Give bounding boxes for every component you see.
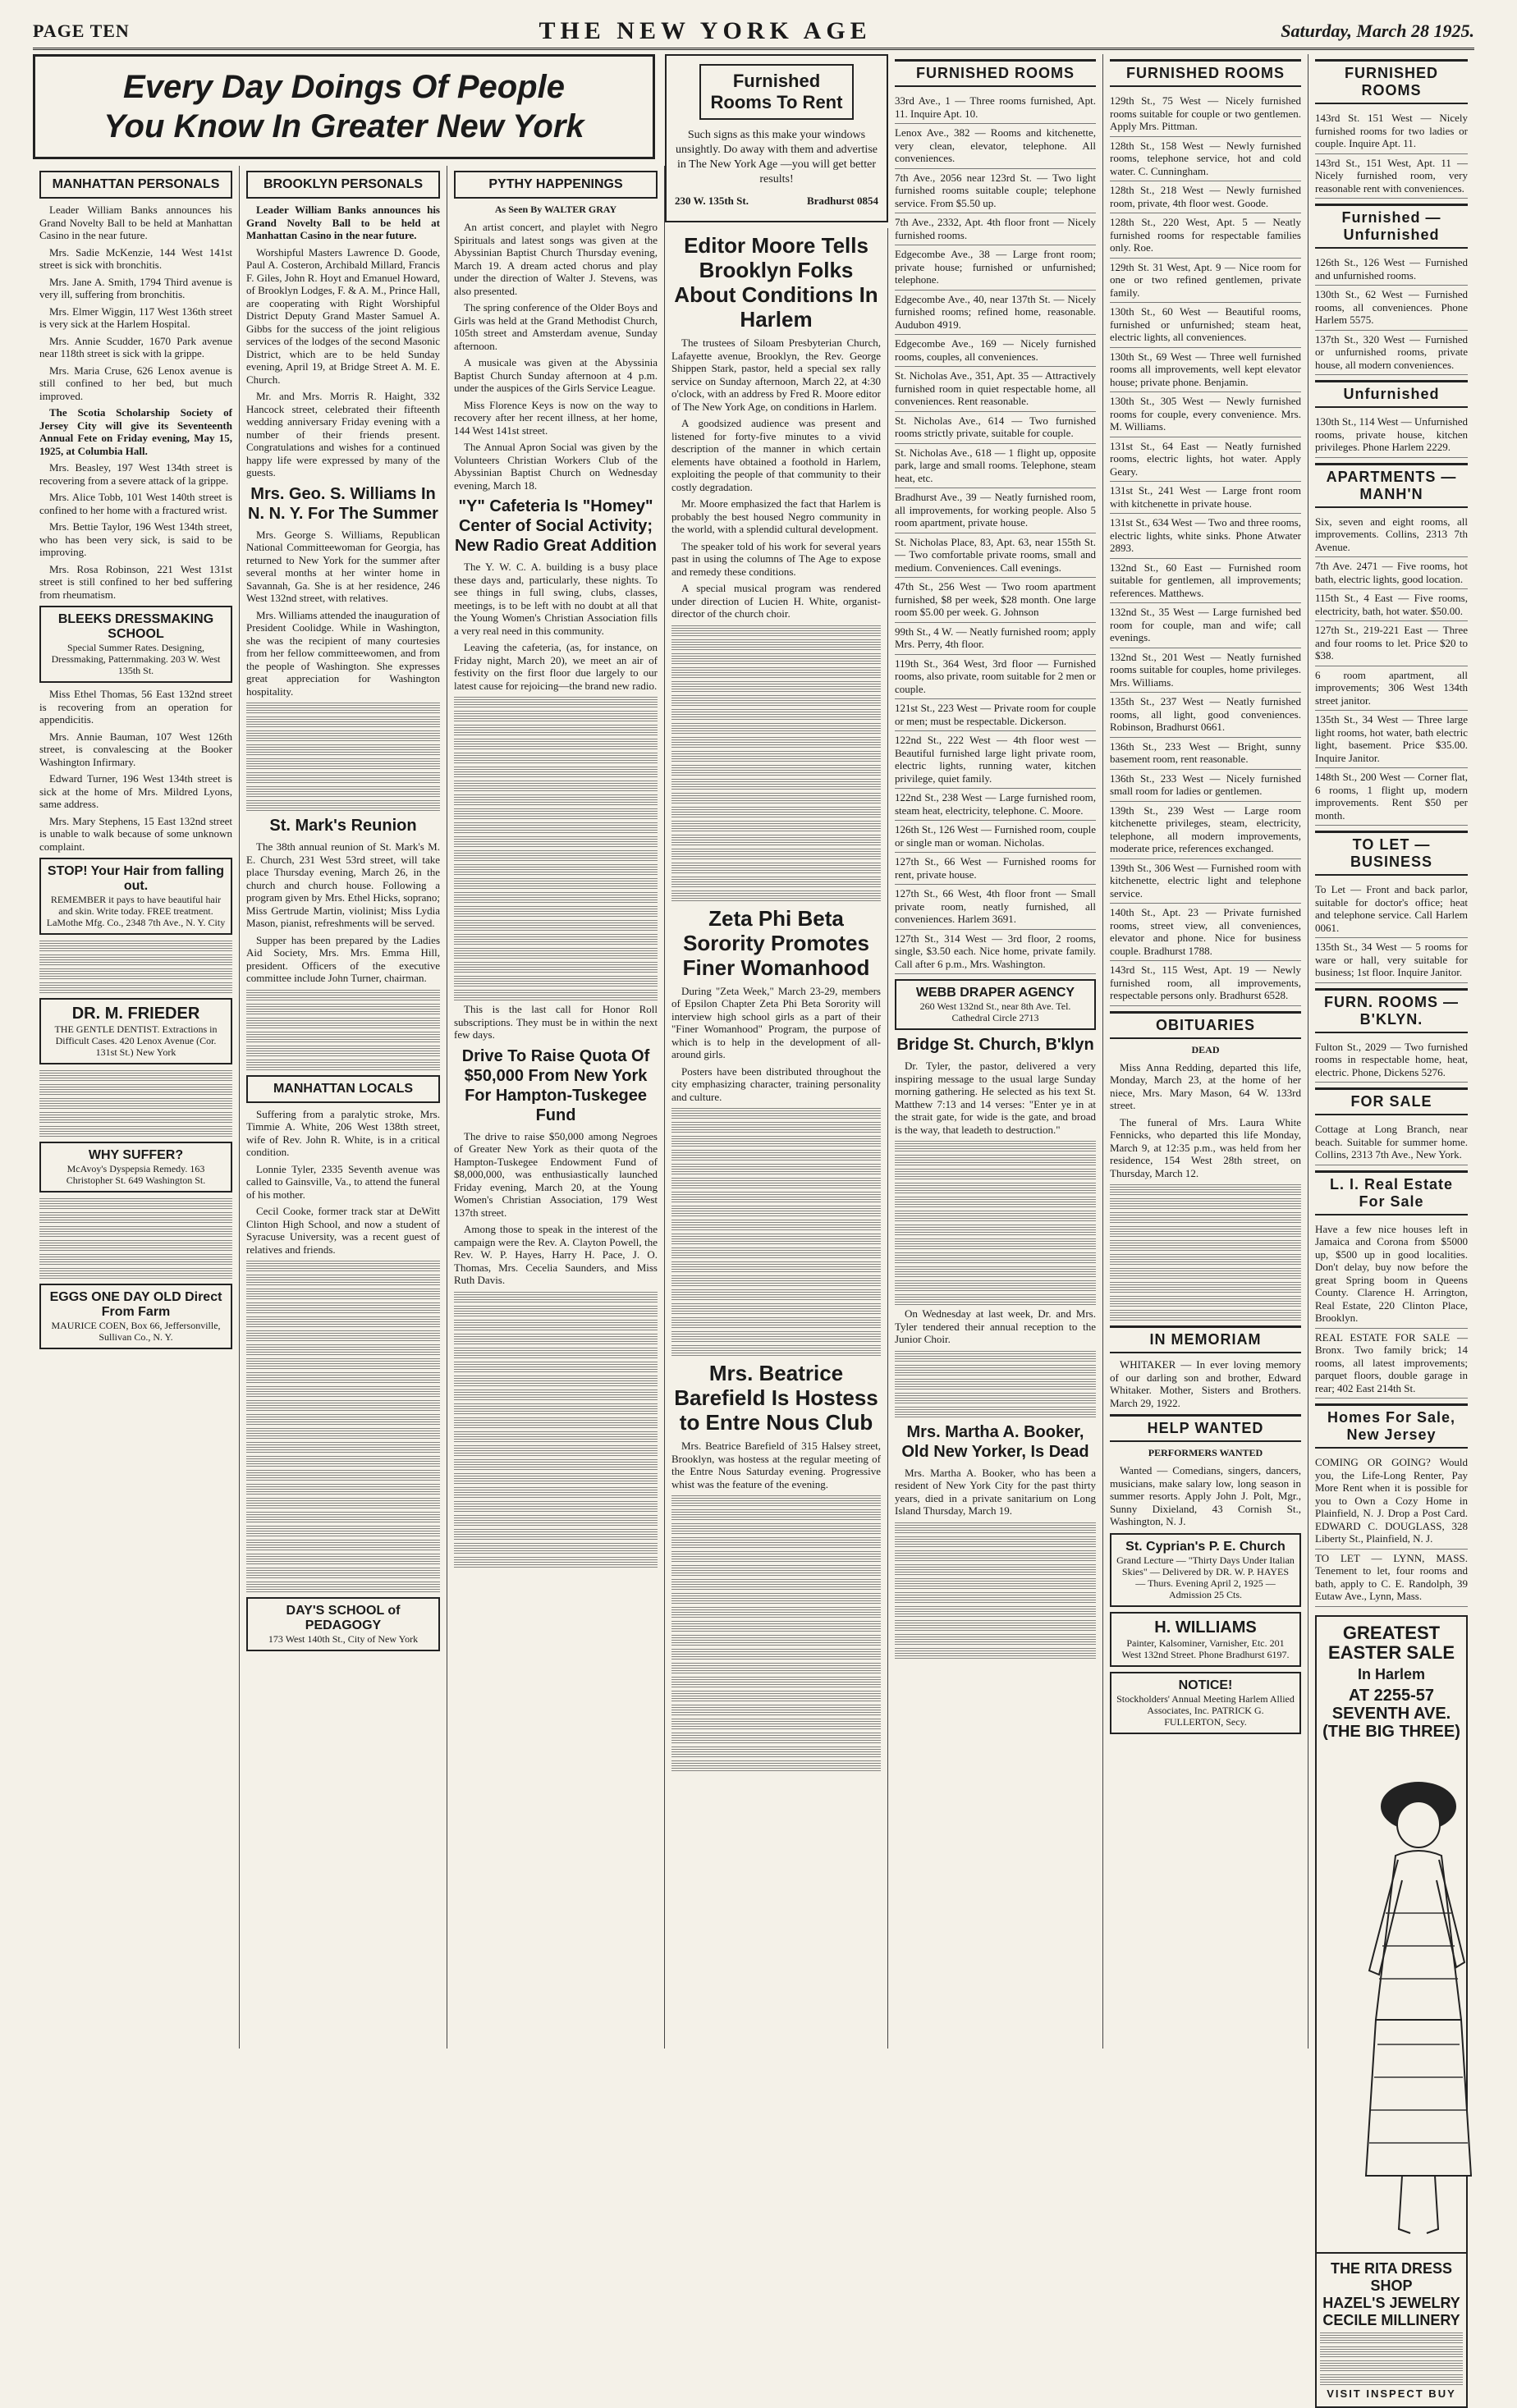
dyspepsia-ad: WHY SUFFER? McAvoy's Dyspepsia Remedy. 163 Christopher St. 649 Washington St.: [39, 1142, 232, 1193]
masthead: [33, 15, 1474, 50]
listing: St. Nicholas Ave., 614 — Two furnished rooms strictly private, suitable for couple.: [895, 412, 1096, 444]
ad-phone: Bradhurst 0854: [806, 195, 878, 207]
pedagogy-ad: DAY'S SCHOOL of PEDAGOGY 173 West 140th St., City of New York: [246, 1597, 440, 1651]
news-item: Mrs. Jane A. Smith, 1794 Third avenue is very ill, suffering from bronchitis.: [39, 275, 232, 300]
column-brooklyn-personals: [240, 166, 447, 2049]
dress-shop-ad: [1315, 2254, 1468, 2408]
ad-address: 230 W. 135th St.: [675, 195, 749, 207]
article-headline: Mrs. Beatrice Barefield Is Hostess to Entre Nous Club: [674, 1361, 878, 1435]
listing: 33rd Ave., 1 — Three rooms furnished, Apt. 11. Inquire Apt. 10.: [895, 92, 1096, 124]
column-pythy-happenings: [447, 166, 665, 2049]
classified-heading: APARTMENTS — MANH'N: [1315, 463, 1468, 508]
article-paragraph: During "Zeta Week," March 23-29, members of Epsilon Chapter Zeta Phi Beta Sorority will interview high school girls as a part of their "Finer Womanhood" Program, the purpose of which is to help in the development of all-around girls.: [671, 984, 881, 1060]
news-item: The Annual Apron Social was given by the Volunteers Christian Workers Club of the Abyssinian Baptist Church on Wednesday evening, March 18.: [454, 441, 658, 492]
article-paragraph: The Y. W. C. A. building is a busy place these days and, particularly, these nights. To see things in full swing, clubs, classes, meetings, is to be left with no doubt at all that the Young Women's Christian Association fills a very real need in this community.: [454, 561, 658, 637]
column-furnished-rooms-1: [888, 54, 1103, 2049]
listing: Edgecombe Ave., 40, near 137th St. — Nicely furnished rooms; refined home, reasonable. Audubon 4919.: [895, 291, 1096, 336]
newspaper-name: THE NEW YORK AGE: [539, 17, 872, 44]
listing: Lenox Ave., 382 — Rooms and kitchenette, very clean, elevator, telephone. All conveniences.: [895, 124, 1096, 169]
news-item: Mrs. Annie Bauman, 107 West 126th street, is convalescing at the Booker Washington Infirmary.: [39, 730, 232, 768]
classified-heading: FOR SALE: [1315, 1087, 1468, 1115]
classified-heading: TO LET — BUSINESS: [1315, 831, 1468, 876]
news-item: The spring conference of the Older Boys and Girls was held at the Grand Methodist Church, 105th street and Amsterdam avenue, Sunday afternoon.: [454, 301, 658, 352]
listing: 132nd St., 201 West — Neatly furnished rooms suitable for couples, home privileges. Mrs. Williams.: [1110, 648, 1301, 694]
listing: 148th St., 200 West — Corner flat, 6 rooms, 1 flight up, modern improvements. Rent $50 per month.: [1315, 768, 1468, 826]
article-headline: Bridge St. Church, B'klyn: [896, 1036, 1094, 1054]
classified-heading: HELP WANTED: [1110, 1414, 1301, 1442]
listing: 119th St., 364 West, 3rd floor — Furnished rooms, also private, room suitable for 2 men or couple.: [895, 655, 1096, 700]
listing: 130th St., 62 West — Furnished rooms, all conveniences. Phone Harlem 5575.: [1315, 286, 1468, 331]
listing: 127th St., 314 West — 3rd floor, 2 rooms, single, $3.50 each. Nice home, private family. Call after 6 p.m., Mrs. Washington.: [895, 930, 1096, 975]
column-manhattan-personals: [33, 166, 240, 2049]
listing: 129th St. 31 West, Apt. 9 — Nice room for one or two refined gentlemen, private family.: [1110, 259, 1301, 304]
listing: 131st St., 241 West — Large front room with kitchenette in private house.: [1110, 482, 1301, 514]
article-paragraph: Posters have been distributed throughout the city emphasizing character, training personality and culture.: [671, 1064, 881, 1103]
easter-sale-ad: [1315, 1615, 1468, 2254]
listing: 122nd St., 238 West — Large furnished room, steam heat, electricity, telephone. C. Moore.: [895, 789, 1096, 821]
classified-heading: OBITUARIES: [1110, 1011, 1301, 1039]
byline: As Seen By WALTER GRAY: [494, 204, 617, 215]
listing: 135th St., 237 West — Neatly furnished rooms, all light, good conveniences. Robinson, Bradhurst 0661.: [1110, 693, 1301, 738]
listing: 6 room apartment, all improvements; 306 West 134th street janitor.: [1315, 666, 1468, 712]
listing: 136th St., 233 West — Bright, sunny basement room, rent reasonable.: [1110, 738, 1301, 770]
listing: 7th Ave. 2471 — Five rooms, hot bath, electric lights, good location.: [1315, 557, 1468, 589]
listing: 128th St., 220 West, Apt. 5 — Neatly furnished rooms for respectable families only. Roe.: [1110, 213, 1301, 259]
article-paragraph: Mrs. Martha A. Booker, who has been a resident of New York City for the past thirty years, died in a private sanitarium on Long Island Thursday, March 19.: [895, 1466, 1096, 1517]
painter-ad: H. WILLIAMS Painter, Kalsominer, Varnisher, Etc. 201 West 132nd Street. Phone Bradhurst 6197.: [1110, 1612, 1301, 1667]
listing: 47th St., 256 West — Two room apartment furnished, $8 per week, $28 month. One large room $5.00 per week. G. Johnson: [895, 578, 1096, 623]
article-paragraph: The speaker told of his work for several years past in using the columns of The Age to expose and remedy these conditions.: [671, 539, 881, 578]
classified-heading: FURNISHED ROOMS: [1315, 59, 1468, 104]
ad-line: GREATEST EASTER SALE: [1327, 1622, 1455, 1663]
article-paragraph: The funeral of Mrs. Laura White Fennicks, who departed this life Monday, March 9, at 12:35 p.m., was held from her residence, 154 West 28th street, on Thursday, March 12.: [1110, 1115, 1301, 1179]
article-paragraph: Dr. Tyler, the pastor, delivered a very inspiring message to the usual large Sunday morning gathering. He selected as his text St. Matthew 7:13 and 14 verses: "Enter ye in at the strait gate, for wide is the gate, and broad is the way, that leadeth to destruction.": [895, 1060, 1096, 1136]
listing: 115th St., 4 East — Five rooms, electricity, bath, hot water. $50.00.: [1315, 589, 1468, 621]
banner-line-1: Every Day Doings Of People: [123, 69, 565, 105]
issue-date: Saturday, March 28 1925.: [1281, 21, 1474, 41]
article-paragraph: Mr. Moore emphasized the fact that Harlem is probably the best housed Negro community in the world, with a splendid cultural development.: [671, 497, 881, 535]
notice-ad: NOTICE! Stockholders' Annual Meeting Harlem Allied Associates, Inc. PATRICK G. FULLERTON, Secy.: [1110, 1672, 1301, 1734]
article-headline: "Y" Cafeteria Is "Homey" Center of Social Activity; New Radio Great Addition: [455, 497, 657, 555]
listing: 143rd St., 115 West, Apt. 19 — Newly furnished room, all improvements, respectable persons only. Bradhurst 6528.: [1110, 961, 1301, 1006]
listing: 127th St., 66 West, 4th floor front — Small private room, neatly furnished, all conveniences. Harlem 3691.: [895, 885, 1096, 930]
listing: St. Nicholas Ave., 618 — 1 flight up, opposite park, large and small rooms. Telephone, steam heat, etc.: [895, 444, 1096, 489]
news-item: Leader William Banks announces his Grand Novelty Ball to be held at Manhattan Casino in the near future.: [39, 204, 232, 241]
listing: 136th St., 233 West — Nicely furnished small room for ladies or gentlemen.: [1110, 770, 1301, 802]
listing: TO LET — LYNN, MASS. Tenement to let, four rooms and bath, apply to C. E. Randolph, 39 Eutaw Ave., Lynn, Mass.: [1315, 1550, 1468, 1607]
memoriam-text: WHITAKER — In ever loving memory of our darling son and brother, Edward Whitaker. Mother, Sisters and Brothers. March 29, 1922.: [1110, 1358, 1301, 1409]
listing: 132nd St., 60 East — Furnished room suitable for gentlemen, all improvements; references. Matthews.: [1110, 559, 1301, 604]
news-item: Mrs. Mary Stephens, 15 East 132nd street is unable to walk because of some unknown complaint.: [39, 814, 232, 853]
dentist-ad: DR. M. FRIEDER THE GENTLE DENTIST. Extractions in Difficult Cases. 420 Lenox Avenue (Cor. 131st St.) New York: [39, 998, 232, 1064]
news-item: Mrs. Annie Scudder, 1670 Park avenue near 118th street is sick with la grippe.: [39, 334, 232, 359]
listing: 135th St., 34 West — 5 rooms for ware or hall, very suitable for business; 1st floor. Inquire Janitor.: [1315, 938, 1468, 983]
listing: 126th St., 126 West — Furnished room, couple or single man or woman. Nicholas.: [895, 821, 1096, 853]
hair-ad: STOP! Your Hair from falling out. REMEMBER it pays to have beautiful hair and skin. Write today. FREE treatment. LaMothe Mfg. Co., 2348 7th Ave., N. Y. City: [39, 858, 232, 935]
listing: 139th St., 239 West — Large room kitchenette privileges, steam, electricity, telephone, all modern improvements, moderate price, references exchanged.: [1110, 802, 1301, 859]
article-paragraph: A goodsized audience was present and listened for forty-five minutes to a vivid description of the manner in which certain elements have obtained a foothold in Harlem, exploiting the people of that community to their costly degradation.: [671, 417, 881, 493]
article-paragraph: Lonnie Tyler, 2335 Seventh avenue was called to Gainsville, Va., to attend the funeral of his mother.: [246, 1162, 440, 1201]
news-item: Mrs. Alice Tobb, 101 West 140th street is confined to her home with a fractured wrist.: [39, 491, 232, 516]
classified-heading: L. I. Real Estate For Sale: [1315, 1170, 1468, 1215]
news-item: Leader William Banks announces his Grand Novelty Ball to be held at Manhattan Casino in the near future.: [246, 204, 440, 241]
article-paragraph: Mrs. George S. Williams, Republican National Committeewoman for Georgia, has returned to New York for the summer after several months at her winter home in Savannah, Ga. She is at her residence, 246 West 132nd street, with relatives.: [246, 528, 440, 604]
listing: To Let — Front and back parlor, suitable for doctor's office; heat and telephone service. Call Harlem 0061.: [1315, 881, 1468, 938]
listing: 122nd St., 222 West — 4th floor west — Beautiful furnished large light private room, electric lights, running water, kitchen privilege, quiet family.: [895, 731, 1096, 789]
listing: COMING OR GOING? Would you, the Life-Long Renter, Pay More Rent when it is possible for you to Own a Cozy Home in Plainfield, N. J. Drop a Post Card. EDWARD C. DOUGLASS, 328 Liberty St., Plainfield, N. J.: [1315, 1453, 1468, 1550]
article-paragraph: Suffering from a paralytic stroke, Mrs. Timmie A. White, 206 West 138th street, wife of Rev. John R. White, is in a critical condition.: [246, 1107, 440, 1158]
classified-heading: Unfurnished: [1315, 380, 1468, 408]
article-paragraph: Supper has been prepared by the Ladies Aid Society, Mrs. Mrs. Emma Hill, president. Officers of the executive committee include John Turner, chairman.: [246, 933, 440, 984]
ad-line: THE RITA DRESS SHOP: [1330, 2259, 1452, 2294]
page-number: PAGE TEN: [33, 21, 130, 41]
news-item: Mrs. Sadie McKenzie, 144 West 141st street is sick with bronchitis.: [39, 245, 232, 271]
help-wanted-text: Wanted — Comedians, singers, dancers, musicians, make salary low, long season in summer resorts. Apply John J. Polt, Mgr., Sunny Dixieland, 43 Cornish St., Washington, N. J.: [1110, 1464, 1301, 1527]
listing: 143rd St., 151 West, Apt. 11 — Nicely furnished room, very reasonable rent with conveniences.: [1315, 154, 1468, 199]
article-paragraph: The 38th annual reunion of St. Mark's M. E. Church, 231 West 53rd street, will take place Thursday evening, March 26, in the church and church house. Following a program given by Mrs. Ethel Hicks, soprano; Miss Gertrude Martin, violinist; Miss Lydia Mason, pianist, refreshments will be served.: [246, 840, 440, 929]
ad-line: HAZEL'S JEWELRY: [1322, 2294, 1460, 2311]
listing: St. Nicholas Place, 83, Apt. 63, near 155th St. — Two comfortable private rooms, small and medium. Conveniences. Call evenings.: [895, 533, 1096, 579]
column-furnished-rooms-2: FURNISHED ROOMS 129th St., 75 West — Nicely furnished rooms suitable for couple or two gentlemen. Apply Mrs. Pittman. 128th St., 158 West — Newly furnished rooms, telephone service, hot and cold water. C. Cunningham. 128th St., 218 West — Newly furnished room, private, 4th floor west. Goode. 128th St., 220 West, Apt. 5 — Neatly furnished rooms for respectable families only. Roe. 129th St. 31 West, Apt. 9 — Nice room for one or two refined gentlemen, private family. 130th St., 60 West — Beautiful rooms, furnished or unfurnished; steam heat, electric lights, all conveniences. 130th St., 69 West — Three well furnished rooms all improvements, well kept elevator house; private phone. Benjamin. 130th St., 305 West — Newly furnished rooms for couple, every convenience. Mrs. M. Williams. 131st St., 64 East — Neatly furnished rooms, electric lights, hot water. Apply Geary. 131st St., 241 West — Large front room with kitchenette in private house. 131st St., 634 West — Two and three rooms, electric lights, white sinks. Phone Atwater 2893. 132nd St., 60 East — Furnished room suitable for gentlemen, all improvements; references. Matthews. 132nd St., 35 West — Large furnished bed room for couple, man and wife; call evenings. 132nd St., 201 West — Neatly furnished rooms suitable for couples, home privileges. Mrs. Williams. 135th St., 237 West — Neatly furnished rooms, all light, good conveniences. Robinson, Bradhurst 0661. 136th St., 233 West — Bright, sunny basement room, rent reasonable. 136th St., 233 West — Nicely furnished small room for ladies or gentlemen. 139th St., 239 West — Large room kitchenette privileges, steam, electricity, telephone, all modern improvements, moderate price, references exchanged. 139th St., 306 West — Furnished room with kitchenette, electric light and telephone service. 140th St., Apt. 23 — Private furnished rooms, street view, all conveniences, elevator and phone. Nice for business couple. Bradhurst 1788. 143rd St., 115 West, Apt. 19 — Newly furnished room, all improvements, respectable persons only. Bradhurst 6528. OBITUARIES DEAD Miss Anna Redding, departed this life, Monday, March 23, at the home of her niece, Mrs. Mary Mason, 64 W. 133rd street. The funeral of Mrs. Laura White Fennicks, who departed this life Monday, March 9, at 12:35 p.m., was held from her residence, 154 West 28th street, on Thursday, March 12. IN MEMORIAM WHITAKER — In ever loving memory of our darling son and brother, Edward Whitaker. Mother, Sisters and Brothers. March 29, 1922. HELP WANTED PERFORMERS WANTED Wanted — Comedians, singers, dancers, musicians, make salary low, long season in summer resorts. Apply John J. Polt, Mgr., Sunny Dixieland, 43 Cornish St., Washington, N. J. St. Cyprian's P. E. Church Grand Lecture — "Thirty Days Under Italian Skies" — Delivered by DR. W. P. HAYES — Thurs. Evening April 2, 1925 — Admission 25 Cts. H. WILLIAMS Painter, Kalsominer, Varnisher, Etc. 201 West 132nd Street. Phone Bradhurst 6197. NOTICE! Stockholders' Annual Meeting Harlem Allied Associates, Inc. PATRICK G. FULLERTON, Secy.: [1103, 54, 1308, 2049]
article-headline: Drive To Raise Quota Of $50,000 From New York For Hampton-Tuskegee Fund: [461, 1046, 650, 1124]
article-headline: Editor Moore Tells Brooklyn Folks About Conditions In Harlem: [674, 233, 878, 332]
listing: 129th St., 75 West — Nicely furnished rooms suitable for couple or two gentlemen. Apply Mrs. Pittman.: [1110, 92, 1301, 137]
ad-line: CECILE MILLINERY: [1322, 2311, 1460, 2328]
listing: Six, seven and eight rooms, all improvements. Collins, 2313 7th Avenue.: [1315, 513, 1468, 558]
listing: 130th St., 114 West — Unfurnished rooms, private house, kitchen privileges. Phone Harlem 2229.: [1315, 413, 1468, 458]
article-paragraph: Mrs. Williams attended the inauguration of President Coolidge. While in Washington, she was the recipient of many courtesies from her fellow committeewomen, and from the people of Washington. She expresses great appreciation for Washington hospitality.: [246, 608, 440, 698]
listing: Edgecombe Ave., 169 — Nicely furnished rooms, couples, all conveniences.: [895, 335, 1096, 367]
listing: Edgecombe Ave., 38 — Large front room; private house; furnished or unfurnished; telephone.: [895, 245, 1096, 291]
news-item: An artist concert, and playlet with Negro Spirituals and latest songs was given at the Abyssinian Baptist Church Thursday evening, March 19. A dream acted chorus and play under the direction of Walter J. Stevens, was also presented.: [454, 221, 658, 297]
article-paragraph: Among those to speak in the interest of the campaign were the Rev. A. Clayton Powell, the Rev. W. P. Hayes, Harry H. Pace, J. O. Thomas, Mrs. Cecelia Saunders, and Miss Ruth Davis.: [454, 1223, 658, 1286]
news-item: Mrs. Elmer Wiggin, 117 West 136th street is very sick at the Harlem Hospital.: [39, 304, 232, 330]
church-lecture-ad: St. Cyprian's P. E. Church Grand Lecture — "Thirty Days Under Italian Skies" — Delivered by DR. W. P. HAYES — Thurs. Evening April 2, 1925 — Admission 25 Cts.: [1110, 1533, 1301, 1607]
article-paragraph: The trustees of Siloam Presbyterian Church, Lafayette avenue, Brooklyn, the Rev. George Shippen Stark, pastor, held a special sex rally service on Sunday afternoon, March 22, at 4:30 o'clock, with an address by Fred R. Moore editor of The New York Age, on conditions in Harlem.: [671, 336, 881, 413]
rooms-to-rent-ad: [665, 54, 888, 222]
news-item: Miss Ethel Thomas, 56 East 132nd street is recovering from an operation for appendicitis.: [39, 688, 232, 726]
classified-heading: Furnished — Unfurnished: [1315, 204, 1468, 249]
listing: St. Nicholas Ave., 351, Apt. 35 — Attractively furnished room in quiet respectable home, all conveniences. Rent reasonable.: [895, 367, 1096, 412]
article-paragraph: Mrs. Beatrice Barefield of 315 Halsey street, Brooklyn, was hostess at the regular meeting of the Entre Nous Saturday evening. Progressive whist was the feature of the evening.: [671, 1440, 881, 1490]
column-classifieds-3: [1308, 54, 1474, 2400]
classified-heading: IN MEMORIAM: [1110, 1325, 1301, 1353]
listing: 139th St., 306 West — Furnished room with kitchenette, electric light and telephone service.: [1110, 859, 1301, 904]
listing: 131st St., 64 East — Neatly furnished rooms, electric lights, hot water. Apply Geary.: [1110, 437, 1301, 483]
article-paragraph: The drive to raise $50,000 among Negroes of Greater New York as their quota of the Hampton-Tuskegee Endowment Fund of $8,000,000, was enthusiastically launched Friday evening, March 20, at the Young Women's Christian Association, 179 West 137th street.: [454, 1129, 658, 1219]
listing: 132nd St., 35 West — Large furnished bed room for couple, man and wife; call evenings.: [1110, 603, 1301, 648]
classified-heading: Homes For Sale, New Jersey: [1315, 1403, 1468, 1449]
news-item: The Scotia Scholarship Society of Jersey City will give its Seventeenth Annual Fete on Friday evening, May 15, 1925, at Columbia Hall.: [39, 406, 232, 457]
news-item: Mrs. Bettie Taylor, 196 West 134th street, who has been very sick, is said to be improving.: [39, 520, 232, 558]
news-item: Mr. and Mrs. Morris R. Haight, 332 Hancock street, celebrated their fifteenth wedding anniversary Friday evening with a number of their friends present. Congratulations and wishes for a continued happy life were expressed by many of the guests.: [246, 390, 440, 478]
page-columns: [33, 54, 1474, 2400]
listing: Bradhurst Ave., 39 — Neatly furnished room, all improvements, for working people. Also 5 room apartment, private house.: [895, 488, 1096, 533]
news-item: Mrs. Rosa Robinson, 221 West 131st street is still confined to her bed suffering from rheumatism.: [39, 562, 232, 601]
listing: 7th Ave., 2332, Apt. 4th floor front — Nicely furnished rooms.: [895, 213, 1096, 245]
article-headline: Zeta Phi Beta Sorority Promotes Finer Womanhood: [682, 905, 870, 980]
ad-line: In Harlem: [1357, 1665, 1426, 1682]
listing: Have a few nice houses left in Jamaica and Corona from $5000 up, $500 up in good localities. Don't delay, buy now before the great Spring boom in Queens County. Clarence H. Arrington, Real Estate, 220 Clinton Place, Brooklyn.: [1315, 1220, 1468, 1329]
listing: 131st St., 634 West — Two and three rooms, electric lights, white sinks. Phone Atwater 2893.: [1110, 514, 1301, 559]
eggs-ad: EGGS ONE DAY OLD Direct From Farm MAURICE COEN, Box 66, Jeffersonville, Sullivan Co., N. Y.: [39, 1284, 232, 1349]
listing: 128th St., 158 West — Newly furnished rooms, telephone service, hot and cold water. C. Cunningham.: [1110, 137, 1301, 182]
column-editor-moore: [665, 228, 888, 2049]
article-paragraph: This is the last call for Honor Roll subscriptions. They must be in within the next few days.: [454, 1003, 658, 1041]
banner-line-2: You Know In Greater New York: [103, 108, 584, 144]
listing: 128th St., 218 West — Newly furnished room, private, 4th floor west. Goode.: [1110, 181, 1301, 213]
listing: 127th St., 66 West — Furnished rooms for rent, private house.: [895, 853, 1096, 885]
ad-footer: VISIT INSPECT BUY: [1327, 2387, 1456, 2400]
article-paragraph: Miss Anna Redding, departed this life, Monday, March 23, at the home of her niece, Mrs. Mary Mason, 64 W. 133rd street.: [1110, 1060, 1301, 1111]
article-headline: St. Mark's Reunion: [269, 817, 417, 835]
article-paragraph: On Wednesday at last week, Dr. and Mrs. Tyler tendered their annual reception to the Junior Choir.: [895, 1307, 1096, 1345]
listing: Cottage at Long Branch, near beach. Suitable for summer home. Collins, 2313 7th Ave., New York.: [1315, 1120, 1468, 1165]
news-item: Miss Florence Keys is now on the way to recovery after her recent illness, at her home, 144 West 141st street.: [454, 398, 658, 437]
listing: 121st St., 223 West — Private room for couple or men; must be respectable. Dickerson.: [895, 699, 1096, 731]
listing: 127th St., 219-221 East — Three and four rooms to let. Price $20 to $38.: [1315, 621, 1468, 666]
news-item: Mrs. Beasley, 197 West 134th street is recovering from a severe attack of la grippe.: [39, 461, 232, 487]
ad-line: AT 2255-57 SEVENTH AVE.: [1331, 1686, 1451, 1723]
article-paragraph: Cecil Cooke, former track star at DeWitt Clinton High School, and now a student of Syracuse University, was a recent guest of relatives and friends.: [246, 1205, 440, 1256]
webb-draper-ad: WEBB DRAPER AGENCY 260 West 132nd St., near 8th Ave. Tel. Cathedral Circle 2713: [895, 979, 1096, 1030]
listing: 140th St., Apt. 23 — Private furnished rooms, street view, all conveniences, elevator and phone. Nice for business couple. Bradhurst 1788.: [1110, 904, 1301, 961]
listing: 137th St., 320 West — Furnished or unfurnished rooms, private house, all modern conveniences.: [1315, 331, 1468, 376]
ad-text: Such signs as this make your windows unsightly. Do away with them and advertise in The New York Age —you will get better results!: [676, 129, 878, 185]
listing: Fulton St., 2029 — Two furnished rooms in respectable home, heat, electric. Phone, Dickens 5276.: [1315, 1038, 1468, 1083]
listing: REAL ESTATE FOR SALE — Bronx. Two family brick; 14 rooms, all latest improvements; parquet floors, double garage in rear; 402 East 214th St.: [1315, 1329, 1468, 1399]
classified-heading: FURNISHED ROOMS: [895, 59, 1096, 87]
news-item: Mrs. Maria Cruse, 626 Lenox avenue is still confined to her bed, but much improved.: [39, 364, 232, 402]
news-item: A musicale was given at the Abyssinia Baptist Church Sunday afternoon at 4 p.m. under the auspices of the Girls Service League.: [454, 356, 658, 394]
column-heading: MANHATTAN PERSONALS: [39, 171, 232, 199]
listing: 126th St., 126 West — Furnished and unfurnished rooms.: [1315, 254, 1468, 286]
column-heading: PYTHY HAPPENINGS: [454, 171, 658, 199]
classified-heading: FURN. ROOMS — B'KLYN.: [1315, 988, 1468, 1033]
article-headline: Mrs. Martha A. Booker, Old New Yorker, Is Dead: [901, 1422, 1089, 1461]
ad-line: (THE BIG THREE): [1322, 1722, 1460, 1741]
listing: 130th St., 60 West — Beautiful rooms, furnished or unfurnished; steam heat, electric lights, all conveniences.: [1110, 303, 1301, 348]
dressmaking-ad: BLEEKS DRESSMAKING SCHOOL Special Summer Rates. Designing, Dressmaking, Patternmaking. 203 W. West 135th St.: [39, 606, 232, 683]
article-paragraph: Leaving the cafeteria, (as, for instance, on Friday night, March 20), we meet an air of festivity on the first floor due largely to our latest cause for rejoicing—the brand new radio.: [454, 641, 658, 692]
listing: 130th St., 69 West — Three well furnished rooms all improvements, well kept elevator house; private phone. Benjamin.: [1110, 348, 1301, 393]
listing: 99th St., 4 W. — Neatly furnished room; apply Mrs. Perry, 4th floor.: [895, 623, 1096, 655]
article-paragraph: A special musical program was rendered under direction of Lucien H. White, organist-director of the church choir.: [671, 582, 881, 620]
classified-heading: FURNISHED ROOMS: [1110, 59, 1301, 87]
column-heading: BROOKLYN PERSONALS: [246, 171, 440, 199]
article-headline: MANHATTAN LOCALS: [246, 1075, 440, 1103]
news-item: Worshipful Masters Lawrence D. Goode, Paul A. Costeron, Archibald Millard, Francis F. Giles, John R. Hoyt and Emanuel Howard, of Brooklyn Lodges, F. & A. M., Prince Hall, are cooperating with Right Worshipful District Deputy Grand Master Samuel A. Gibbs for the success of the joint religious services of the lodges of the second Masonic District, which are to be held Sunday evening, April 19, at Bridge Street A. M. E. Church.: [246, 245, 440, 386]
fashion-illustration: [1320, 1749, 1517, 2241]
article-headline: Mrs. Geo. S. Williams In N. N. Y. For The Summer: [248, 484, 438, 523]
news-item: Edward Turner, 196 West 134th street is sick at the home of Mrs. Mildred Lyons, same address.: [39, 772, 232, 810]
section-banner: [33, 54, 655, 159]
listing: 135th St., 34 West — Three large light rooms, hot water, bath electric light, basement. Price $35.00. Inquire Janitor.: [1315, 711, 1468, 768]
listing: 130th St., 305 West — Newly furnished rooms for couple, every convenience. Mrs. M. Williams.: [1110, 392, 1301, 437]
ad-title: Furnished Rooms To Rent: [699, 64, 854, 120]
listing: 7th Ave., 2056 near 123rd St. — Two light furnished rooms suitable couple; telephone service. From $5.50 up.: [895, 169, 1096, 214]
listing: 143rd St. 151 West — Nicely furnished rooms for two ladies or couple. Inquire Apt. 11.: [1315, 109, 1468, 154]
